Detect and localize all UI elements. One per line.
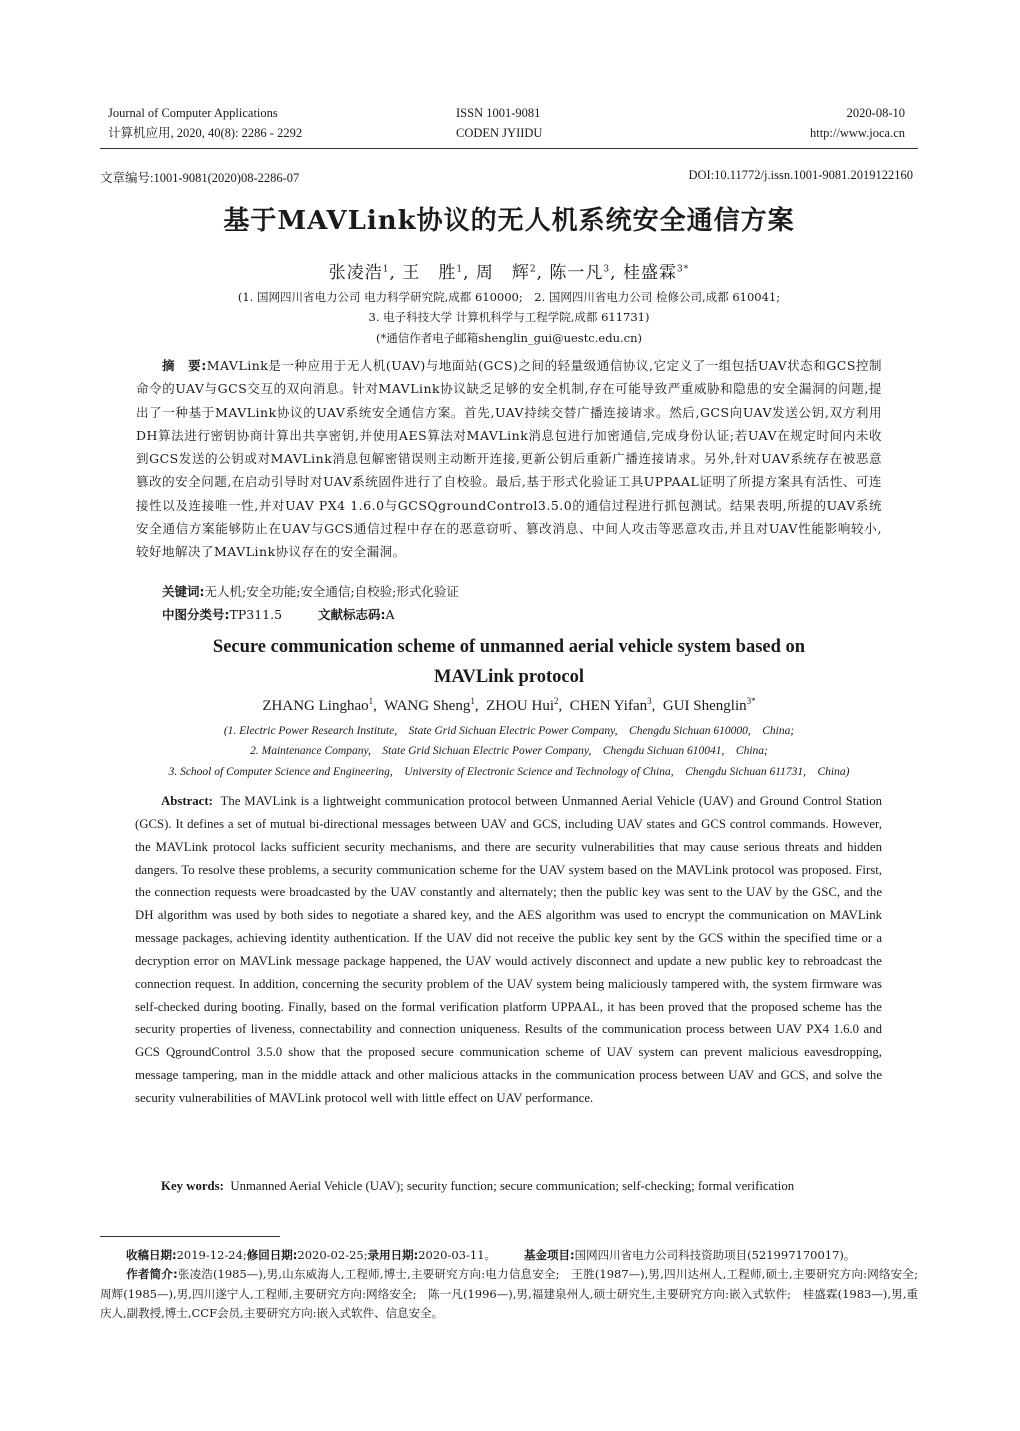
- publication-date: 2020-08-10: [846, 106, 905, 120]
- abstract-en-text: The MAVLink is a lightweight communication protocol between Unmanned Aerial Vehicle (UAV) and Ground Control Station (GCS). It defines a set of mutual bi-directional messages between UAV and GCS, including UAV states and GCS control commands. However, the MAVLink protocol lacks sufficient security mechanisms, and there are security vulnerabilities that may cause serious threats and hidden dangers. To resolve these problems, a security communication scheme for the UAV system based on the MAVLink protocol was proposed. First, the connection requests were broadcasted by the UAV constantly and alternately; then the public key was sent to the UAV by the GSC, and the DH algorithm was used by both sides to negotiate a shared key, and the AES algorithm was used to encrypt the communication on MAVLink message packages, achieving identity authentication. If the UAV did not receive the public key sent by the GCS within the specified time or a decryption error on MAVLink message package happened, the UAV would actively disconnect and update a new public key to rebroadcast the connection request. In addition, concerning the security problem of the UAV system being maliciously tampered with, the system firmware was self-checked during booting. Finally, based on the formal verification platform UPPAAL, it has been proved that the proposed scheme has the security properties of liveness, connectability and connection uniqueness. Results of the communication process between UAV PX4 1.6.0 and GCS QgroundControl 3.5.0 show that the proposed secure communication scheme of UAV system can prevent malicious eavesdropping, message tampering, man in the middle attack and other malicious attacks in the communication process between UAV and GCS, and solve the security vulnerabilities of MAVLink protocol well with little effect on UAV performance.: [135, 794, 883, 1105]
- affiliation-en-1: [100, 721, 918, 741]
- author-sup: 3*: [676, 264, 690, 275]
- accepted-date: 2020-03-11。: [418, 1248, 497, 1262]
- footnote-divider: [100, 1236, 280, 1237]
- author-zh: 周 辉: [475, 263, 530, 283]
- revised-date: 2020-02-25: [297, 1248, 364, 1262]
- header-divider: [100, 148, 918, 149]
- authors-en: ZHANG Linghao$^1$, WANG Sheng$^1$, ZHOU Hui$^2$, CHEN Yifan$^3$, GUI Shenglin$^{3*}$: [262, 696, 756, 714]
- doi[interactable]: DOI:10.11772/j.issn.1001-9081.2019122160: [688, 168, 913, 182]
- abstract-zh-label: 摘 要:: [162, 358, 207, 373]
- title-en-line2: MAVLink protocol: [434, 667, 584, 687]
- affiliation-en-1-text: (1. Electric Power Research Institute, State Grid Sichuan Electric Power Company, Chengdu Sichuan 610000, China;: [223, 725, 795, 737]
- author-zh: 陈一凡: [549, 263, 604, 283]
- author-sup: 3: [647, 696, 652, 706]
- journal-header-left: [108, 103, 302, 143]
- doc-code-value: A: [385, 607, 395, 622]
- author-sup: 2: [554, 696, 559, 706]
- abstract-en: [135, 790, 882, 1110]
- corresponding-email: (*通信作者电子邮箱shenglin_gui@uestc.edu.cn): [376, 331, 642, 345]
- affiliation-en-3: [100, 762, 918, 782]
- journal-name-en: Journal of Computer Applications: [108, 106, 278, 120]
- keywords-en: [135, 1175, 882, 1198]
- affiliation-en-3-text: 3. School of Computer Science and Engineering, University of Electronic Science and Technology of China, Chengdu Sichuan 611731, China): [168, 766, 850, 778]
- journal-url[interactable]: http://www.joca.cn: [809, 126, 905, 140]
- journal-name-zh: 计算机应用, 2020, 40(8): 2286 - 2292: [108, 126, 303, 140]
- title-en-line1: Secure communication scheme of unmanned aerial vehicle system based on: [212, 637, 806, 657]
- clc-value: TP311.5: [229, 607, 283, 622]
- author-en: ZHANG Linghao: [262, 698, 369, 714]
- title-zh: 基于MAVLink协议的无人机系统安全通信方案: [223, 206, 795, 236]
- author-sup: 1: [470, 696, 475, 706]
- title-en: [100, 632, 918, 692]
- author-en: CHEN Yifan: [569, 698, 648, 714]
- author-en: ZHOU Hui: [486, 698, 555, 714]
- clc-label: 中图分类号:: [162, 607, 230, 622]
- author-zh: 王 胜: [402, 263, 457, 283]
- article-number: 文章编号:1001-9081(2020)08-2286-07: [100, 171, 300, 185]
- keywords-en-label: Key words:: [161, 1179, 224, 1193]
- affiliation-zh-1: (1. 国网四川省电力公司 电力科学研究院,成都 610000; 2. 国网四川省电力公司 检修公司,成都 610041;: [237, 290, 781, 304]
- author-sup: 3*: [746, 696, 756, 706]
- affiliation-en-2: [100, 741, 918, 761]
- bio-text: 张凌浩(1985—),男,山东威海人,工程师,博士,主要研究方向:电力信息安全; 王胜(1987—),男,四川达州人,工程师,硕士,主要研究方向:网络安全; 周辉(1985—),男,四川遂宁人,工程师,主要研究方向:网络安全; 陈一凡(1996—),男,福建泉州人,硕士研究生,主要研究方向:嵌入式软件; 桂盛霖(1983—),男,重庆人,副教授,博士,CCF会员,主要研究方向:嵌入式软件、信息安全。: [100, 1267, 930, 1320]
- author-sup: 3: [603, 264, 611, 275]
- journal-header-center: [456, 103, 542, 143]
- fund-label: 基金项目:: [524, 1248, 575, 1262]
- issn: ISSN 1001-9081: [456, 106, 541, 120]
- author-sup: 1: [382, 264, 390, 275]
- keywords-zh: [162, 582, 459, 600]
- authors-zh: 张凌浩$^1$, 王 胜$^1$, 周 辉$^2$, 陈一凡$^3$, 桂盛霖$^{3*}$: [328, 263, 690, 283]
- keywords-zh-label: 关键词:: [162, 584, 205, 599]
- classification: [162, 605, 395, 623]
- author-en: WANG Sheng: [384, 698, 471, 714]
- abstract-en-label: Abstract:: [161, 794, 213, 808]
- keywords-en-text: Unmanned Aerial Vehicle (UAV); security function; secure communication; self-checking; formal verification: [230, 1179, 795, 1193]
- affiliation-zh-2: 3. 电子科技大学 计算机科学与工程学院,成都 611731): [368, 310, 650, 324]
- author-zh: 桂盛霖: [622, 263, 677, 283]
- author-zh: 张凌浩: [328, 263, 383, 283]
- received-date: 2019-12-24: [176, 1248, 243, 1262]
- received-label: 收稿日期:: [126, 1248, 177, 1262]
- author-sup: 1: [456, 264, 464, 275]
- coden: CODEN JYIIDU: [456, 126, 543, 140]
- abstract-zh-text: MAVLink是一种应用于无人机(UAV)与地面站(GCS)之间的轻量级通信协议,它定义了一组包括UAV状态和GCS控制命令的UAV与GCS交互的双向消息。针对MAVLink协议缺乏足够的安全机制,存在可能导致严重威胁和隐患的安全漏洞的问题,提出了一种基于MAVLink协议的UAV系统安全通信方案。首先,UAV持续交替广播连接请求。然后,GCS向UAV发送公钥,双方利用DH算法进行密钥协商计算出共享密钥,并使用AES算法对MAVLink消息包进行加密通信,完成身份认证;若UAV在规定时间内未收到GCS发送的公钥或对MAVLink消息包解密错误则主动断开连接,更新公钥后重新广播连接请求。另外,针对UAV系统存在被恶意篡改的安全问题,在启动引导时对UAV系统固件进行了自校验。最后,基于形式化验证工具UPPAAL证明了所提方案具有活性、可连接性以及连接唯一性,并对UAV PX4 1.6.0与GCSQgroundControl3.5.0的通信过程进行抓包测试。结果表明,所提的UAV系统安全通信方案能够防止在UAV与GCS通信过程中存在的恶意窃听、篡改消息、中间人攻击等恶意攻击,并且对UAV性能影响较小,较好地解决了MAVLink协议存在的安全漏洞。: [136, 358, 882, 560]
- keywords-zh-text: 无人机;安全功能;安全通信;自校验;形式化验证: [204, 584, 459, 599]
- doc-code-label: 文献标志码:: [318, 607, 386, 622]
- revised-label: 修回日期:: [246, 1248, 298, 1262]
- fund-text: 国网四川省电力公司科技资助项目(521997170017)。: [574, 1248, 856, 1262]
- author-sup: 2: [529, 264, 537, 275]
- author-en: GUI Shenglin: [662, 698, 747, 714]
- bio-label: 作者简介:: [126, 1267, 178, 1282]
- abstract-zh: [136, 354, 882, 564]
- accepted-label: 录用日期:: [367, 1248, 419, 1262]
- journal-header-right: [810, 103, 905, 143]
- footnote: 收稿日期:2019-12-24;修回日期:2020-02-25;录用日期:2020-03-11。 基金项目:国网四川省电力公司科技资助项目(521997170017)。 作者简介:张凌浩(1985—),男,山东威海人,工程师,博士,主要研究方向:电力信息安全; 王胜(1987—),男,四川达州人,工程师,硕士,主要研究方向:网络安全; 周辉(1985—),男,四川遂宁人,工程师,主要研究方向:网络安全; 陈一凡(1996—),男,福建泉州人,硕士研究生,主要研究方向:嵌入式软件; 桂盛霖(1983—),男,重庆人,副教授,博士,CCF会员,主要研究方向:嵌入式软件、信息安全。: [100, 1248, 930, 1320]
- author-sup: 1: [368, 696, 374, 706]
- affiliation-en-2-text: 2. Maintenance Company, State Grid Sichuan Electric Power Company, Chengdu Sichuan 610041, China;: [250, 745, 768, 757]
